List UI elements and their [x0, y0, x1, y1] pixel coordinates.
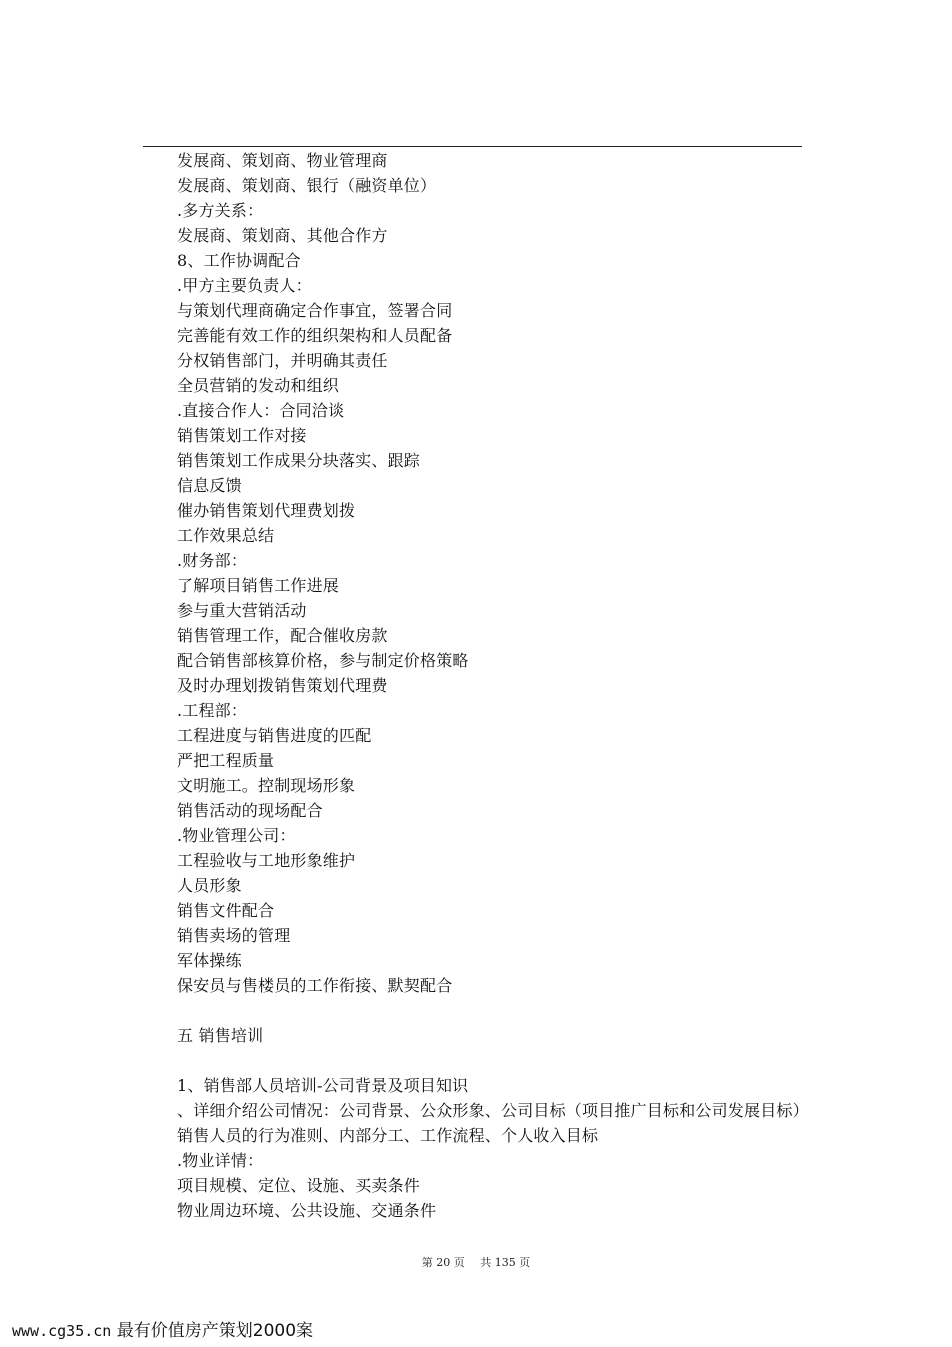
- text-line: 催办销售策划代理费划拨: [177, 501, 356, 520]
- text-line: [177, 1048, 857, 1073]
- text-line: 销售活动的现场配合: [177, 801, 323, 820]
- text-line: 分权销售部门，并明确其责任: [177, 351, 388, 370]
- text-line: .财务部：: [177, 551, 248, 570]
- text-line: 严把工程质量: [177, 751, 275, 770]
- text-line: 及时办理划拨销售策划代理费: [177, 676, 388, 695]
- header-rule: [143, 146, 802, 147]
- text-line: 全员营销的发动和组织: [177, 376, 340, 395]
- site-url: www.cg35.cn: [12, 1322, 112, 1340]
- text-line: 销售人员的行为准则、内部分工、工作流程、个人收入目标: [177, 1126, 599, 1145]
- text-line: 销售管理工作，配合催收房款: [177, 626, 388, 645]
- text-line: 发展商、策划商、物业管理商: [177, 151, 388, 170]
- text-line: 工作效果总结: [177, 526, 275, 545]
- text-line: .工程部：: [177, 701, 248, 720]
- text-line: 发展商、策划商、银行（融资单位）: [177, 176, 437, 195]
- site-slogan: 最有价值房产策划2000案: [116, 1321, 314, 1341]
- page-footer: [0, 1254, 952, 1270]
- text-line: 项目规模、定位、设施、买卖条件: [177, 1176, 421, 1195]
- text-line: 完善能有效工作的组织架构和人员配备: [177, 326, 453, 345]
- text-line: .直接合作人：合同洽谈: [177, 401, 345, 420]
- text-line: 人员形象: [177, 876, 242, 895]
- text-line: .多方关系：: [177, 201, 264, 220]
- text-line: 销售策划工作对接: [177, 426, 307, 445]
- page-total: 共 135 页: [480, 1256, 531, 1269]
- text-line: 了解项目销售工作进展: [177, 576, 340, 595]
- text-line: 与策划代理商确定合作事宜，签署合同: [177, 301, 453, 320]
- text-line: 1、销售部人员培训-公司背景及项目知识: [177, 1076, 469, 1095]
- text-line: 发展商、策划商、其他合作方: [177, 226, 388, 245]
- text-line: 文明施工。控制现场形象: [177, 776, 356, 795]
- text-line: 参与重大营销活动: [177, 601, 307, 620]
- text-line: 军体操练: [177, 951, 242, 970]
- text-line: 保安员与售楼员的工作衔接、默契配合: [177, 976, 453, 995]
- text-line: [177, 998, 857, 1023]
- text-line: 五 销售培训: [177, 1026, 264, 1045]
- text-line: 工程进度与销售进度的匹配: [177, 726, 372, 745]
- text-line: .物业管理公司：: [177, 826, 296, 845]
- text-line: 8、工作协调配合: [177, 251, 301, 270]
- text-line: 配合销售部核算价格，参与制定价格策略: [177, 651, 469, 670]
- text-line: 、详细介绍公司情况：公司背景、公众形象、公司目标（项目推广目标和公司发展目标）: [177, 1101, 809, 1120]
- document-body: [177, 148, 857, 1223]
- page-number: 第 20 页: [421, 1256, 465, 1269]
- text-line: 信息反馈: [177, 476, 242, 495]
- text-line: .物业详情：: [177, 1151, 264, 1170]
- text-line: 销售文件配合: [177, 901, 275, 920]
- site-watermark: [12, 1316, 313, 1341]
- text-line: .甲方主要负责人：: [177, 276, 312, 295]
- text-line: 销售卖场的管理: [177, 926, 291, 945]
- text-line: 物业周边环境、公共设施、交通条件: [177, 1201, 437, 1220]
- text-line: 销售策划工作成果分块落实、跟踪: [177, 451, 421, 470]
- text-line: 工程验收与工地形象维护: [177, 851, 356, 870]
